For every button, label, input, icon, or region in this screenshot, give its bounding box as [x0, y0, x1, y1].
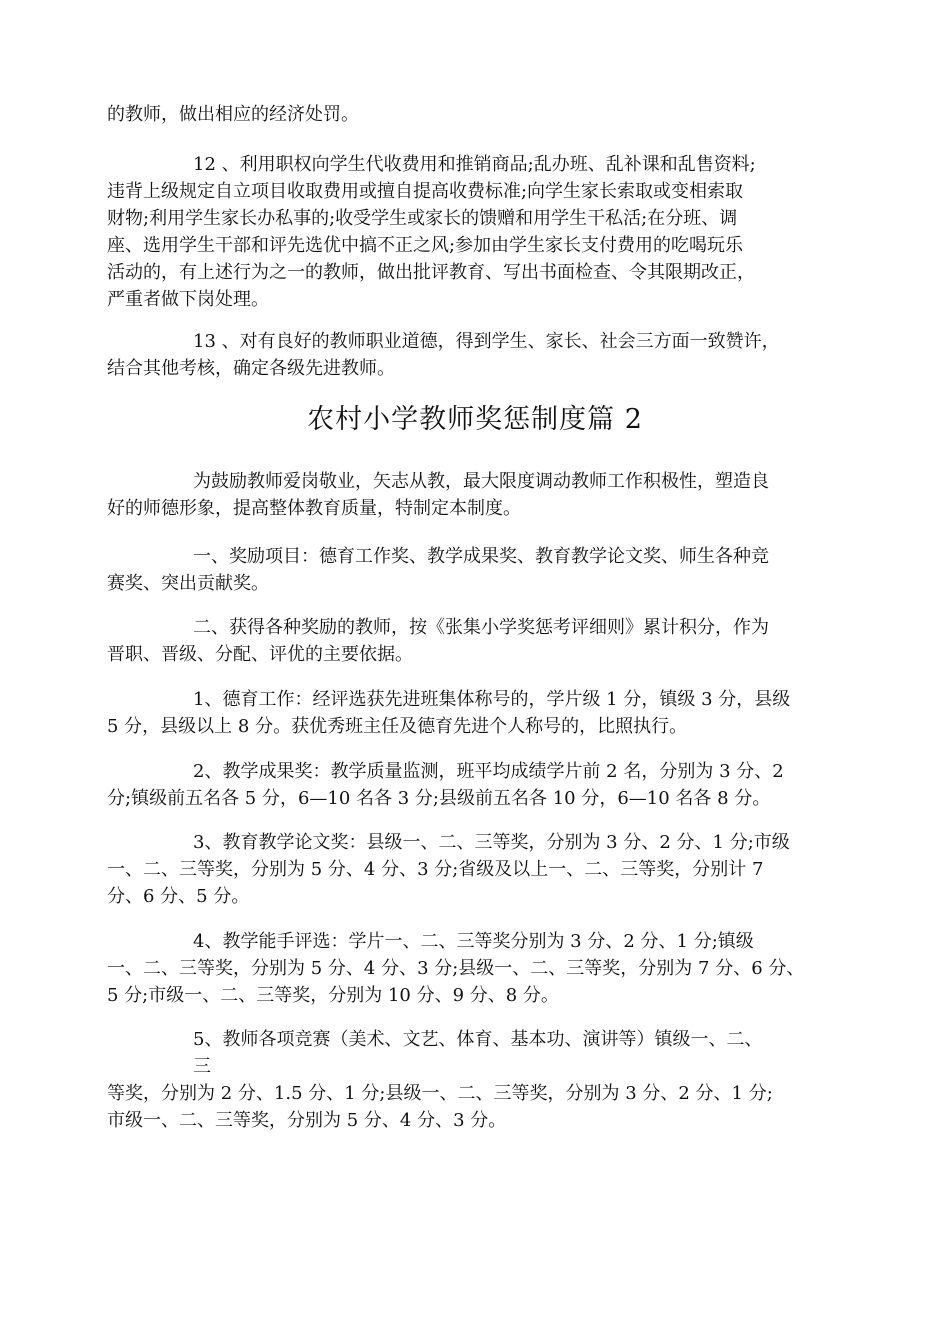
- paragraph-item-12: [107, 151, 847, 313]
- paragraph-competitions: [107, 1026, 847, 1080]
- text-line: 严重者做下岗处理。: [107, 289, 269, 310]
- text-line: 等奖，分别为 2 分、1.5 分、1 分;县级一、二、三等奖，分别为 3 分、2 分、1 分;: [107, 1083, 773, 1104]
- text-line: 分、6 分、5 分。: [107, 886, 250, 907]
- text-line: 一、二、三等奖，分别为 5 分、4 分、3 分;县级一、二、三等奖，分别为 7 分、6 分、: [107, 958, 805, 979]
- paragraph-reward-items: [107, 543, 847, 597]
- text-line: 5 分;市级一、二、三等奖，分别为 10 分、9 分、8 分。: [107, 985, 559, 1006]
- text-line: 好的师德形象，提高整体教育质量，特制定本制度。: [107, 498, 521, 519]
- section-heading: 农村小学教师奖惩制度篇 2: [307, 404, 643, 435]
- paragraph-teaching-results: [107, 758, 847, 812]
- text-line: 一、二、三等奖，分别为 5 分、4 分、3 分;省级及以上一、二、三等奖，分别计 7: [107, 859, 764, 880]
- text-line: 5、教师各项竞赛（美术、文艺、体育、基本功、演讲等）镇级一、二、: [193, 1029, 763, 1050]
- text-line: 财物;利用学生家长办私事的;收受学生或家长的馈赠和用学生干私活;在分班、调: [107, 208, 738, 229]
- text-line: 分;镇级前五名各 5 分，6—10 名各 3 分;县级前五名各 10 分，6—10 名各 8 分。: [107, 788, 771, 809]
- text-line: 赛奖、突出贡献奖。: [107, 573, 269, 594]
- text-line: 为鼓励教师爱岗敬业，矢志从教，最大限度调动教师工作积极性，塑造良: [193, 471, 769, 492]
- text-line: 三: [193, 1056, 211, 1077]
- text-line: 二、获得各种奖励的教师，按《张集小学奖惩考评细则》累计积分，作为: [193, 617, 769, 638]
- text-line: 1、德育工作：经评选获先进班集体称号的，学片级 1 分，镇级 3 分，县级: [193, 689, 791, 710]
- text-line: 5 分，县级以上 8 分。获优秀班主任及德育先进个人称号的，比照执行。: [107, 716, 688, 737]
- paragraph-intro: [107, 468, 847, 522]
- paragraph-teaching-expert: [107, 928, 847, 1009]
- paragraph-competitions-continued: [107, 1080, 847, 1134]
- paragraph-item-13: [107, 328, 847, 382]
- paragraph-points-basis: [107, 614, 847, 668]
- paragraph-continuation: [107, 101, 847, 128]
- text-line: 一、奖励项目：德育工作奖、教学成果奖、教育教学论文奖、师生各种竞: [193, 546, 769, 567]
- text-line: 的教师，做出相应的经济处罚。: [107, 104, 359, 125]
- text-line: 晋职、晋级、分配、评优的主要依据。: [107, 644, 413, 665]
- text-line: 活动的，有上述行为之一的教师，做出批评教育、写出书面检查、令其限期改正，: [107, 262, 755, 283]
- text-line: 12 、利用职权向学生代收费用和推销商品;乱办班、乱补课和乱售资料;: [193, 154, 756, 175]
- text-line: 3、教育教学论文奖：县级一、二、三等奖，分别为 3 分、2 分、1 分;市级: [193, 832, 790, 853]
- text-line: 结合其他考核，确定各级先进教师。: [107, 358, 395, 379]
- paragraph-moral-education: [107, 686, 847, 740]
- text-line: 2、教学成果奖：教学质量监测，班平均成绩学片前 2 名，分别为 3 分、2: [193, 761, 784, 782]
- paragraph-paper-awards: [107, 829, 847, 910]
- text-line: 违背上级规定自立项目收取费用或擅自提高收费标准;向学生家长索取或变相索取: [107, 181, 744, 202]
- text-line: 13 、对有良好的教师职业道德，得到学生、家长、社会三方面一致赞许，: [193, 331, 780, 352]
- text-line: 市级一、二、三等奖，分别为 5 分、4 分、3 分。: [107, 1110, 507, 1131]
- text-line: 座、选用学生干部和评先选优中搞不正之风;参加由学生家长支付费用的吃喝玩乐: [107, 235, 744, 256]
- text-line: 4、教学能手评选：学片一、二、三等奖分别为 3 分、2 分、1 分;镇级: [193, 931, 754, 952]
